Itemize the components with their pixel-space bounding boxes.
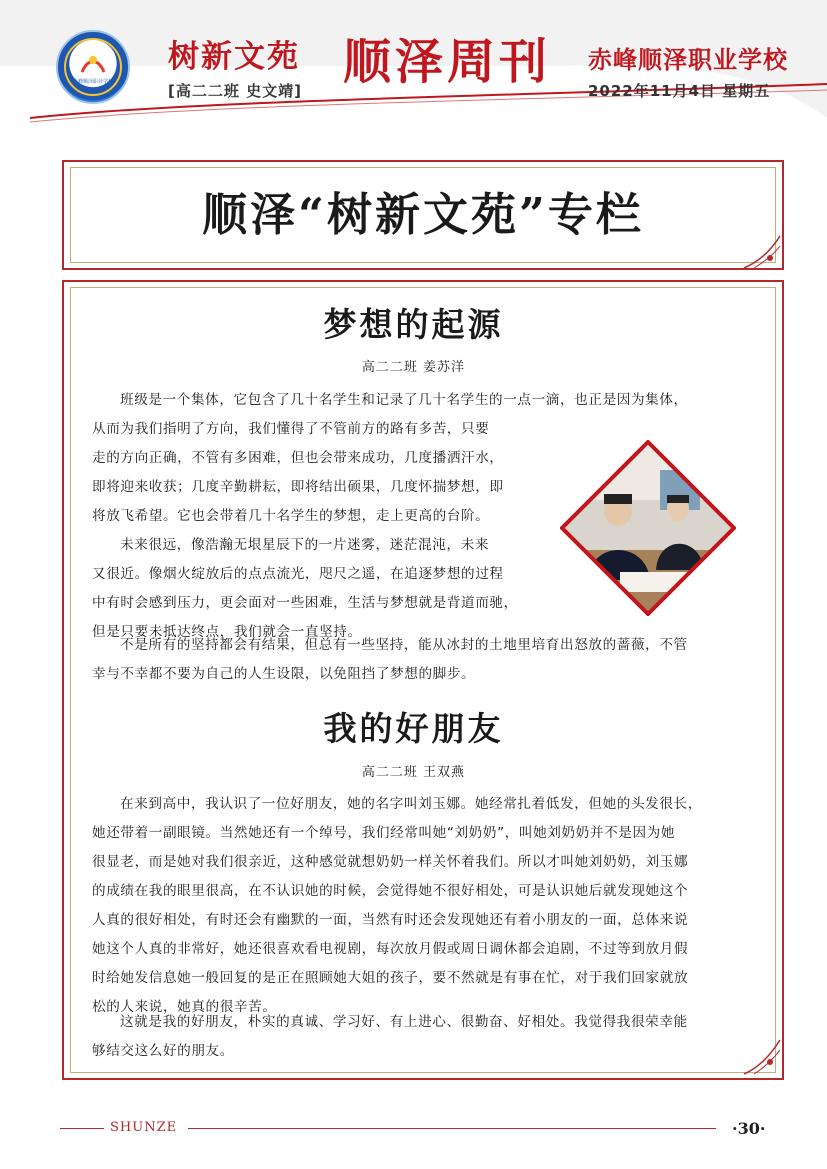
article-byline: 高二二班 王双燕 [361,765,466,780]
article-paragraph: 幸与不幸都不要为自己的人生设限，以免阻挡了梦想的脚步。 [92,666,476,682]
article-paragraph: 又很近。像烟火绽放后的点点流光，咫尺之遥，在追逐梦想的过程 中有时会感到压力，更会面对一些困难，生活与梦想就是背道而驰， 但是只要未抵达终点，我们就会一直坚持。 [92,566,518,640]
publication-title: 顺泽周刊 [343,34,552,90]
article-title: 我的好朋友 [323,709,504,748]
article-paragraph: 她还带着一副眼镜。当然她还有一个绰号，我们经常叫她“刘奶奶”，叫她刘奶奶并不是因为她 很显老，而是她对我们很亲近，这种感觉就想奶奶一样关怀着我们。所以才叫她刘奶奶，刘玉娜 的成绩在我的眼里很高，在不认识她的时候，会觉得她不很好相处，可是认识她后就发现她这个 人真的很好相处，有时还会有幽默的一面，当然有时还会发现她还有着小朋友的一面，总体来说 她这个人真的非常好，她还很喜欢看电视剧，每次放月假或周日调休都会追剧，不过等到放月假 时给她发信息她一般回复的是正在照顾她大姐的孩子，要不然就是有事在忙，对于我们回家就放 松的人来说，她真的很辛苦。 [92,825,689,1015]
corner-ornament-icon [740,232,784,272]
footer-rule [188,1128,716,1129]
article-paragraph: 不是所有的坚持都会有结果，但总有一些坚持，能从冰封的土地里培育出怒放的蔷薇，不管 [120,637,688,653]
column-author: [高二二班 史文靖] [168,82,302,100]
school-logo: 赤峰顺泽职业学校 [56,30,130,104]
page-header [0,0,827,128]
footer-brand: SHUNZE [110,1120,178,1135]
article-paragraph: 未来很远，像浩瀚无垠星辰下的一片迷雾，迷茫混沌，未来 [120,537,490,553]
issue-date: 2022年11月4日 星期五 [588,82,771,100]
page-number: ·30· [732,1119,766,1138]
article-paragraph: 这就是我的好朋友，朴实的真诚、学习好、有上进心、很勤奋、好相处。我觉得我很荣幸能 [120,1014,688,1030]
article-title: 梦想的起源 [323,305,504,344]
footer-rule [60,1128,104,1129]
classroom-photo [560,440,736,616]
article-paragraph: 班级是一个集体，它包含了几十名学生和记录了几十名学生的一点一滴，也正是因为集体， [120,392,688,408]
column-name: 树新文苑 [168,39,300,75]
school-name: 赤峰顺泽职业学校 [588,46,788,74]
article-paragraph: 在来到高中，我认识了一位好朋友，她的名字叫刘玉娜。她经常扎着低发，但她的头发很长， [120,796,702,812]
section-title: 顺泽“树新文苑”专栏 [202,188,644,241]
article-byline: 高二二班 姜苏洋 [361,360,466,375]
article-paragraph: 够结交这么好的朋友。 [92,1043,234,1059]
article-paragraph: 从而为我们指明了方向，我们懂得了不管前方的路有多苦，只要 走的方向正确，不管有多困难，但也会带来成功，几度播洒汗水， 即将迎来收获；几度辛勤耕耘，即将结出硕果，几度怀揣梦想，即 将放飞希望。它也会带着几十名学生的梦想，走上更高的台阶。 [92,421,504,524]
